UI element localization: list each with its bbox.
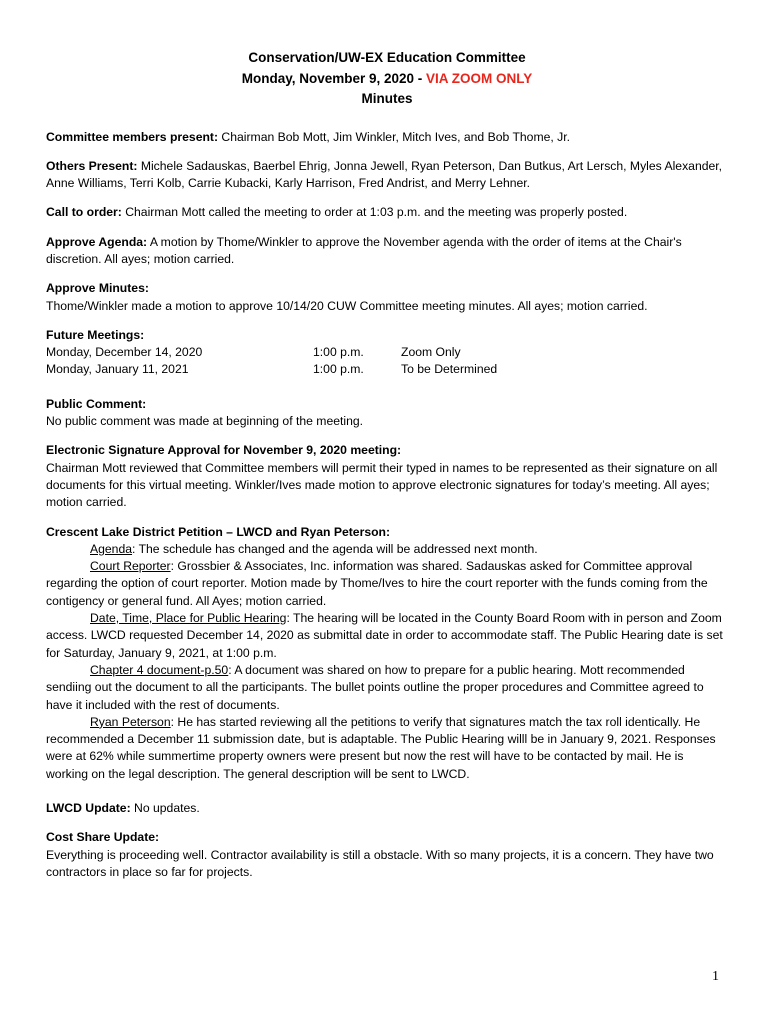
others-present-label: Others Present:: [46, 158, 138, 173]
petition-item-heading: Court Reporter: [90, 559, 171, 574]
lwcd-update: [46, 800, 728, 817]
cost-share-label: Cost Share Update:: [46, 830, 160, 845]
call-to-order-label: Call to order:: [46, 205, 122, 220]
minutes-document: [46, 48, 728, 881]
approve-agenda-label: Approve Agenda:: [46, 234, 148, 249]
electronic-signature: [46, 442, 728, 511]
meeting-date: Monday, December 14, 2020: [46, 345, 203, 360]
petition-item-text: : Grossbier & Associates, Inc. information was shared. Sadauskas asked for Committee approval regarding the option of court reporter. Motion made by Thome/Ives to hire the court reporter with the funds coming from the contigency or general fund. All Ayes; motion carried.: [46, 559, 708, 608]
petition-item-text: : A document was shared on how to prepare for a public hearing. Mott recommended sendiing out the document to all the participants. The bullet points outline the proper procedures and Committee agreed to have it included with the rest of documents.: [46, 662, 704, 712]
committee-name: Conservation/UW-EX Education Committee: [248, 50, 526, 65]
meeting-time: 1:00 p.m.: [313, 345, 364, 360]
electronic-signature-label: Electronic Signature Approval for November 9, 2020 meeting:: [46, 443, 402, 458]
lwcd-update-text: No updates.: [130, 801, 200, 815]
petition-item-heading: Chapter 4 document-p.50: [90, 662, 229, 677]
petition-item-text: : The hearing will be located in the County Board Room with in person and Zoom access. LWCD requested December 14, 2020 as submittal date in order to accommodate staff. The Public Hearing date is set for Saturday, January 9, 2021, at 1:00 p.m.: [46, 611, 723, 660]
crescent-lake-petition: [46, 524, 728, 783]
public-comment: [46, 396, 728, 431]
meeting-date: Monday, November 9, 2020 -: [241, 70, 427, 86]
approve-minutes: [46, 280, 728, 315]
cost-share-text: Everything is proceeding well. Contractor availability is still a obstacle. With so many projects, it is a concern. They have two contractors in place so far for projects.: [46, 847, 714, 879]
call-to-order-text: Chairman Mott called the meeting to order at 1:03 p.m. and the meeting was properly posted.: [121, 205, 628, 220]
meeting-row: [46, 361, 728, 378]
document-title: [46, 48, 728, 110]
electronic-signature-text: Chairman Mott reviewed that Committee members will permit their typed in names to be represented as their signature on all documents for this virtual meeting. Winkler/Ives made motion to approve electronic signatures for today’s meeting. All ayes; motion carried.: [46, 460, 718, 510]
petition-item-text: : He has started reviewing all the petitions to verify that signatures match the tax roll identically. He recommended a December 11 submission date, but is adaptable. The Public Hearing willl be in January 9, 2021. Responses were at 62% while summertime property owners were present but now the rest will have to be contacted by mail. He is working on the legal description. The general description will be sent to LWCD.: [46, 714, 716, 781]
meeting-date-line: [46, 69, 728, 90]
petition-item-agenda: [46, 541, 728, 558]
petition-item-text: : The schedule has changed and the agenda will be addressed next month.: [132, 541, 538, 556]
petition-item-heading: Date, Time, Place for Public Hearing: [90, 611, 287, 626]
petition-item-court-reporter: [46, 558, 728, 610]
approve-minutes-text: Thome/Winkler made a motion to approve 10/14/20 CUW Committee meeting minutes. All ayes; motion carried.: [46, 298, 648, 313]
members-present-label: Committee members present:: [46, 129, 219, 144]
petition-item-heading: Agenda: [90, 541, 133, 556]
meeting-time: 1:00 p.m.: [313, 362, 364, 377]
approve-minutes-label: Approve Minutes:: [46, 281, 149, 296]
public-comment-text: No public comment was made at beginning of the meeting.: [46, 414, 364, 429]
members-present: [46, 129, 728, 146]
others-present-text: Michele Sadauskas, Baerbel Ehrig, Jonna Jewell, Ryan Peterson, Dan Butkus, Art Lersch, Myles Alexander, Anne Williams, Terri Kolb, Carrie Kubacki, Karly Harrison, Fred Andrist, and Merry Lehner.: [46, 158, 723, 191]
future-meetings-label: Future Meetings:: [46, 327, 145, 342]
crescent-lake-label: Crescent Lake District Petition – LWCD and Ryan Peterson:: [46, 524, 391, 539]
petition-item-heading: Ryan Peterson: [90, 714, 171, 729]
approve-agenda: [46, 234, 728, 269]
others-present: [46, 158, 728, 193]
cost-share-update: [46, 829, 728, 881]
meeting-row: [46, 344, 728, 361]
page-number: 1: [712, 969, 719, 984]
meeting-place: To be Determined: [401, 362, 498, 377]
petition-item-chapter-4: [46, 662, 728, 714]
petition-item-public-hearing: [46, 610, 728, 662]
future-meetings: [46, 327, 728, 379]
meeting-date: Monday, January 11, 2021: [46, 362, 189, 377]
members-present-text: Chairman Bob Mott, Jim Winkler, Mitch Ives, and Bob Thome, Jr.: [218, 129, 571, 144]
public-comment-label: Public Comment:: [46, 396, 147, 411]
call-to-order: [46, 204, 728, 221]
approve-agenda-text: A motion by Thome/Winkler to approve the November agenda with the order of items at the Chair's discretion. All ayes; motion carried.: [46, 234, 682, 266]
lwcd-update-label: LWCD Update:: [46, 801, 131, 815]
petition-item-ryan-peterson: [46, 714, 728, 783]
zoom-only-note: VIA ZOOM ONLY: [426, 70, 533, 86]
minutes-heading: Minutes: [361, 91, 413, 106]
meeting-place: Zoom Only: [401, 345, 461, 360]
